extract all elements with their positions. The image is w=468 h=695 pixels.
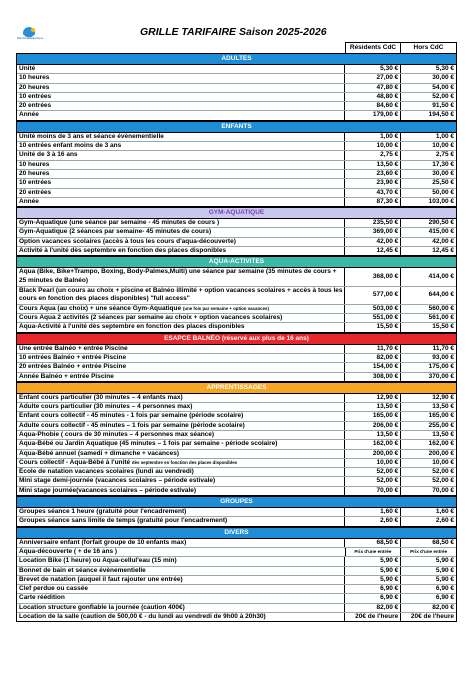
row-label-text: Cours Aqua (au choix) + une séance Gym-Aquatique (19, 304, 182, 312)
row-label-text: Une entrée Balnéo + entrée Piscine (19, 344, 128, 352)
price-hors: 13,50 € (400, 431, 456, 439)
table-row (17, 412, 456, 421)
table-row (17, 287, 456, 305)
table-row (17, 238, 456, 247)
table-row (17, 247, 456, 255)
column-hors: Hors CdC (401, 42, 457, 53)
price-hors: 103,00 € (400, 198, 456, 206)
price-residents: 206,00 € (344, 422, 400, 430)
row-label-text: 10 entrées (19, 179, 52, 187)
price-residents: 162,00 € (344, 440, 400, 448)
row-label (17, 477, 344, 485)
table-row (17, 219, 456, 228)
logo-text: Balnéo & Aquatique (17, 36, 44, 40)
row-label-text: Aqua-Bébé ou Jardin Aquatique (45 minutes – 1 fois par semaine - période scolaire) (19, 440, 278, 448)
price-hors: 70,00 € (400, 487, 456, 495)
price-residents: 10,00 € (344, 459, 400, 467)
price-residents: 235,50 € (344, 219, 400, 227)
section-2 (16, 207, 457, 256)
price-residents: 43,70 € (344, 189, 400, 197)
table-row (17, 363, 456, 372)
price-hors: 6,90 € (400, 594, 456, 602)
table-row (17, 84, 456, 93)
row-label-text: Cours Aqua 2 activités (2 séances par semaine au choix + option vacances scolaires) (19, 314, 283, 322)
price-hors: 644,00 € (400, 287, 456, 304)
row-label-text: Gym-Aquatique (une séance par semaine - 45 minutes de cours ) (19, 219, 220, 227)
price-residents: 551,00 € (344, 314, 400, 322)
row-label-text: École de natation vacances scolaires (lundi au vendredi) (19, 468, 194, 476)
price-hors: 162,00 € (400, 440, 456, 448)
row-label (17, 133, 344, 141)
price-residents: 84,60 € (344, 102, 400, 110)
row-label (17, 287, 344, 304)
price-hors: 194,50 € (400, 111, 456, 119)
row-label (17, 314, 344, 322)
row-label (17, 508, 344, 516)
row-label (17, 161, 344, 169)
row-label-text: Année (19, 111, 39, 119)
row-label (17, 228, 344, 236)
price-residents: 368,00 € (344, 268, 400, 285)
row-label-text: Unité de 3 à 16 ans (19, 151, 78, 159)
table-row (17, 268, 456, 286)
section-4 (16, 333, 457, 382)
row-label-note: dès septembre en fonction des places disponibles (131, 459, 238, 465)
price-hors: 93,00 € (400, 354, 456, 362)
price-residents: 369,00 € (344, 228, 400, 236)
row-label-text: 20 entrées (19, 102, 52, 110)
row-label-text: Aqua-Phobie ( cours de 30 minutes – 4 personnes max séance) (19, 430, 215, 438)
price-residents: 23,90 € (344, 179, 400, 187)
price-residents: 87,30 € (344, 198, 400, 206)
row-label (17, 585, 344, 593)
price-residents: 47,80 € (344, 84, 400, 92)
row-label-text: Clef perdue ou cassée (19, 585, 88, 593)
row-label (17, 487, 344, 495)
price-residents: 27,00 € (344, 74, 400, 82)
table-row (17, 179, 456, 188)
row-label-text: 10 entrées enfant moins de 3 ans (19, 142, 122, 150)
price-hors: 17,30 € (400, 161, 456, 169)
price-residents: 5,90 € (344, 576, 400, 584)
price-residents: 1,60 € (344, 508, 400, 516)
row-label-text: Activité à l'unité dès septembre en fonction des places disponibles (19, 247, 227, 255)
row-label (17, 594, 344, 602)
price-hors: 5,90 € (400, 576, 456, 584)
section-6 (16, 496, 457, 527)
price-hors: 91,50 € (400, 102, 456, 110)
row-label (17, 198, 344, 206)
row-label (17, 459, 344, 467)
row-label-text: Adulte cours collectif - 45 minutes – 1 fois par semaine (période scolaire) (19, 421, 245, 429)
row-label-text: Location de la salle (caution de 500,00 € - du lundi au vendredi de 9h00 à 20h30) (19, 613, 266, 621)
price-hors: 2,75 € (400, 151, 456, 159)
row-label-text: Mini stage demi-journée (vacances scolaires – période estivale) (19, 477, 216, 485)
table-row (17, 151, 456, 160)
table-row (17, 431, 456, 440)
table-row (17, 487, 456, 495)
table-row (17, 403, 456, 412)
row-label (17, 151, 344, 159)
price-residents: 577,00 € (344, 287, 400, 304)
price-residents: 308,00 € (344, 373, 400, 381)
table-row (17, 161, 456, 170)
price-hors: 52,00 € (400, 477, 456, 485)
price-hors: 52,00 € (400, 468, 456, 476)
row-label (17, 354, 344, 362)
row-label-text: Aqua-Activité à l'unité dès septembre en fonction des places disponibles (19, 323, 245, 331)
price-residents: 82,00 € (344, 604, 400, 612)
row-label (17, 422, 344, 430)
price-hors: 50,00 € (400, 189, 456, 197)
table-row (17, 394, 456, 403)
price-hors: 10,00 € (400, 459, 456, 467)
price-hors: 13,50 € (400, 403, 456, 411)
row-label (17, 576, 344, 584)
row-label-text: 20 heures (19, 83, 50, 91)
row-label-text: Groupes séance 1 heure (gratuité pour l'encadrement) (19, 508, 187, 516)
row-label-text: Bonnet de bain et séance évènementielle (19, 566, 146, 574)
row-label-text: 10 heures (19, 74, 50, 82)
table-row (17, 323, 456, 331)
table-row (17, 305, 456, 314)
table-row (17, 189, 456, 198)
table-row (17, 459, 456, 468)
price-hors: 165,00 € (400, 412, 456, 420)
price-residents: 2,75 € (344, 151, 400, 159)
row-label (17, 93, 344, 101)
price-hors: 30,00 € (400, 170, 456, 178)
price-residents: 5,30 € (344, 65, 400, 73)
row-label-text: Groupes séance sans limite de temps (gratuité pour l'encadrement) (19, 517, 228, 525)
table-row (17, 133, 456, 142)
row-label-note: (une fois par semaine + option vacances) (182, 305, 269, 311)
table-row (17, 468, 456, 477)
price-residents: 15,50 € (344, 323, 400, 331)
price-residents: 179,00 € (344, 111, 400, 119)
table-row (17, 354, 456, 363)
price-hors: 52,00 € (400, 93, 456, 101)
price-hors: 10,00 € (400, 142, 456, 150)
row-label (17, 74, 344, 82)
row-label (17, 179, 344, 187)
price-residents: 20€ de l'heure (344, 613, 400, 621)
row-label (17, 394, 344, 402)
section-title: GROUPES (17, 496, 456, 508)
price-residents: 1,00 € (344, 133, 400, 141)
row-label-text: Location structure gonflable la journée (caution 400€) (19, 603, 185, 611)
row-label (17, 403, 344, 411)
row-label (17, 468, 344, 476)
table-row (17, 65, 456, 74)
section-1 (16, 121, 457, 207)
table-row (17, 74, 456, 83)
price-hors: 12,45 € (400, 247, 456, 255)
price-hors: 1,00 € (400, 133, 456, 141)
row-label-text: 20 heures (19, 169, 50, 177)
row-label (17, 373, 344, 381)
row-label (17, 613, 344, 621)
price-hors: 1,60 € (400, 508, 456, 516)
price-residents: 5,90 € (344, 567, 400, 575)
table-row (17, 198, 456, 206)
table-row (17, 548, 456, 557)
price-hors: 15,50 € (400, 323, 456, 331)
row-label (17, 345, 344, 353)
section-0 (16, 53, 457, 121)
table-row (17, 111, 456, 119)
price-hors: 11,70 € (400, 345, 456, 353)
price-hors: 68,50 € (400, 539, 456, 547)
price-hors: 30,00 € (400, 74, 456, 82)
row-label (17, 65, 344, 73)
row-label-text: Carte réédition (19, 594, 65, 602)
price-residents: 503,00 € (344, 305, 400, 313)
section-3 (16, 256, 457, 332)
price-hors: 175,00 € (400, 363, 456, 371)
table-row (17, 450, 456, 459)
section-title: ENFANTS (17, 121, 456, 133)
price-hors: Prix d'une entrée (400, 548, 456, 556)
row-label (17, 450, 344, 458)
price-hors: 54,00 € (400, 84, 456, 92)
row-label (17, 305, 344, 313)
price-residents: 12,45 € (344, 247, 400, 255)
table-row (17, 422, 456, 431)
row-label-text: 10 heures (19, 160, 50, 168)
price-residents: 52,00 € (344, 468, 400, 476)
table-header (16, 42, 457, 53)
table-row (17, 567, 456, 576)
price-residents: 13,50 € (344, 431, 400, 439)
row-label (17, 170, 344, 178)
row-label (17, 102, 344, 110)
price-table (16, 42, 457, 622)
table-row (17, 373, 456, 381)
price-hors: 5,30 € (400, 65, 456, 73)
price-hors: 42,00 € (400, 238, 456, 246)
price-residents: 6,90 € (344, 585, 400, 593)
row-label-text: Anniversaire enfant (forfait groupe de 10 enfants max) (19, 538, 187, 546)
price-residents: 13,50 € (344, 403, 400, 411)
row-label-text: Aqua-Bébé annuel (samedi + dimanche + vacances) (19, 449, 180, 457)
row-label-text: Enfant cours collectif - 45 minutes - 1 fois par semaine (période scolaire) (19, 412, 244, 420)
price-hors: 25,50 € (400, 179, 456, 187)
row-label (17, 604, 344, 612)
row-label (17, 557, 344, 565)
price-hors: 290,50 € (400, 219, 456, 227)
price-hors: 370,00 € (400, 373, 456, 381)
price-hors: 20€ de l'heure (400, 613, 456, 621)
row-label-text: Enfant cours particulier (30 minutes – 4 enfants max) (19, 393, 183, 401)
row-label (17, 412, 344, 420)
price-residents: Prix d'une entrée (345, 548, 401, 556)
page-title: GRILLE TARIFAIRE Saison 2025-2026 (140, 26, 327, 38)
table-row (17, 314, 456, 323)
price-hors: 12,90 € (400, 394, 456, 402)
price-residents: 12,90 € (344, 394, 400, 402)
price-residents: 68,50 € (344, 539, 400, 547)
price-residents: 13,50 € (344, 161, 400, 169)
price-residents: 154,00 € (344, 363, 400, 371)
table-row (17, 93, 456, 102)
table-row (17, 585, 456, 594)
row-label (17, 548, 345, 556)
row-label (17, 431, 344, 439)
section-title: ESAPCE BALNÉO (réservé aux plus de 16 ans) (17, 333, 456, 345)
row-label (17, 142, 344, 150)
row-label (17, 189, 344, 197)
table-row (17, 102, 456, 111)
price-residents: 165,00 € (344, 412, 400, 420)
row-label (17, 363, 344, 371)
row-label-text: Unité moins de 3 ans et séance évènementielle (19, 132, 164, 140)
price-hors: 5,90 € (400, 567, 456, 575)
row-label-text: Année Balnéo + entrée Piscine (19, 372, 114, 380)
price-hors: 561,00 € (400, 314, 456, 322)
row-label-text: 10 entrées Balnéo + entrée Piscine (19, 353, 127, 361)
section-5 (16, 382, 457, 496)
row-label (17, 247, 344, 255)
table-row (17, 604, 456, 613)
price-residents: 82,00 € (344, 354, 400, 362)
column-residents: Résidents CdC (345, 42, 401, 53)
price-hors: 255,00 € (400, 422, 456, 430)
section-title: GYM-AQUATIQUE (17, 207, 456, 219)
table-row (17, 594, 456, 603)
table-row (17, 613, 456, 621)
price-residents: 70,00 € (344, 487, 400, 495)
table-row (17, 576, 456, 585)
row-label (17, 84, 344, 92)
table-row (17, 517, 456, 525)
row-label-text: Location Bike (1 heure) ou Aqua-cellul'eau (15 min) (19, 557, 177, 565)
price-residents: 6,90 € (344, 594, 400, 602)
price-hors: 5,90 € (400, 557, 456, 565)
table-row (17, 170, 456, 179)
price-hors: 6,90 € (400, 585, 456, 593)
price-residents: 200,00 € (344, 450, 400, 458)
price-hors: 82,00 € (400, 604, 456, 612)
price-residents: 23,60 € (344, 170, 400, 178)
table-row (17, 508, 456, 517)
section-7 (16, 527, 457, 623)
row-label (17, 219, 344, 227)
price-residents: 10,00 € (344, 142, 400, 150)
price-residents: 5,90 € (344, 557, 400, 565)
row-label (17, 517, 344, 525)
price-hors: 414,00 € (400, 268, 456, 285)
row-label-text: Cours collectif - Aqua-Bébé à l'unité (19, 458, 131, 466)
row-label-text: Aqua (Bike, Bike+Trampo, Boxing, Body-Palmes,Multi) une séance par semaine (35 minutes de cours + 25 minutes de Balnéo) (19, 268, 337, 284)
row-label (17, 539, 344, 547)
section-title: AQUA-ACTIVITES (17, 256, 456, 268)
section-title: DIVERS (17, 527, 456, 539)
row-label-text: Aqua-découverte ( + de 16 ans ) (19, 547, 118, 555)
row-label (17, 440, 344, 448)
row-label (17, 323, 344, 331)
row-label-text: Black Pearl (un cours au choix + piscine et Balnéo illimité + option vacances scolaires + accès à tous les cours en fonction des places disponibles) "full access" (19, 286, 343, 303)
price-hors: 200,00 € (400, 450, 456, 458)
table-row (17, 228, 456, 237)
table-row (17, 345, 456, 354)
row-label-text: Mini stage journée(vacances scolaires – période estivale) (19, 486, 197, 494)
table-row (17, 477, 456, 486)
row-label-text: 20 entrées (19, 188, 52, 196)
price-residents: 2,60 € (344, 517, 400, 525)
row-label-text: Gym-Aquatique (2 séances par semaine- 45 minutes de cours) (19, 228, 212, 236)
row-label-text: Année (19, 197, 39, 205)
row-label-text: Unité (19, 65, 36, 72)
row-label (17, 238, 344, 246)
price-residents: 48,80 € (344, 93, 400, 101)
row-label-text: Adulte cours particulier (30 minutes – 4 personnes max) (19, 403, 193, 411)
row-label (17, 268, 344, 285)
table-row (17, 142, 456, 151)
row-label (17, 111, 344, 119)
table-row (17, 557, 456, 566)
price-residents: 42,00 € (344, 238, 400, 246)
price-hors: 415,00 € (400, 228, 456, 236)
row-label-text: Option vacances scolaires (accès à tous les cours d'aqua-découverte) (19, 237, 236, 245)
section-title: APPRENTISSAGES (17, 382, 456, 394)
row-label-text: Brevet de natation (auquel il faut rajouter une entrée) (19, 575, 183, 583)
row-label-text: 20 entrées Balnéo + entrée Piscine (19, 363, 127, 371)
price-residents: 11,70 € (344, 345, 400, 353)
table-row (17, 440, 456, 449)
table-row (17, 539, 456, 548)
row-label (17, 567, 344, 575)
price-hors: 560,00 € (400, 305, 456, 313)
price-residents: 52,00 € (344, 477, 400, 485)
price-hors: 2,60 € (400, 517, 456, 525)
section-title: ADULTES (17, 54, 456, 65)
row-label-text: 10 entrées (19, 92, 52, 100)
